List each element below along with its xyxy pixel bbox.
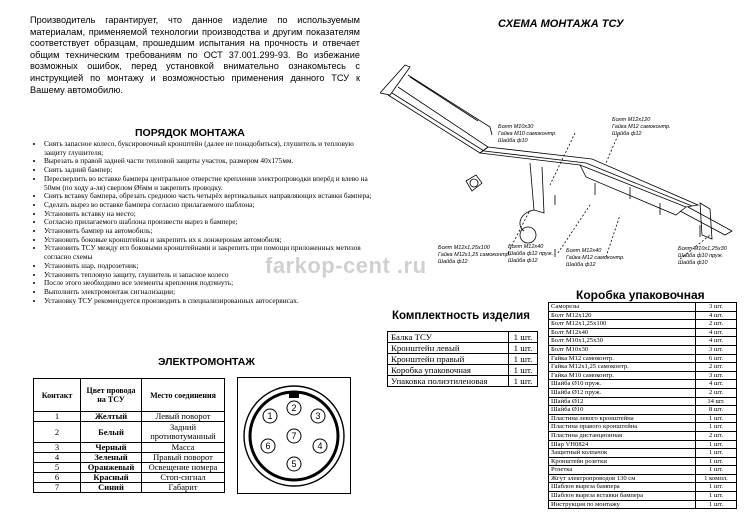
item-qty: 3 шт. — [696, 371, 737, 380]
table-row — [549, 474, 737, 483]
table-row — [549, 354, 737, 363]
table-row: Коробка упаковочная 1 шт. — [388, 365, 538, 376]
table-row — [549, 388, 737, 397]
header-wire-color: Цвет провода на ТСУ — [81, 379, 142, 412]
step-item: • После этого необходимо все элементы крепления подтянуть; — [44, 279, 376, 288]
svg-text:Шайба ф10: Шайба ф10 — [678, 260, 708, 266]
label-bolt-m12x40-b: Болт М12х40 — [566, 248, 602, 254]
label-bolt-m10x30: Болт М10х30 — [498, 124, 534, 130]
socket-pinout-diagram — [237, 377, 351, 494]
item-qty: 1 шт. — [696, 483, 737, 492]
watermark: farkop-cent .ru — [265, 253, 427, 278]
svg-text:Шайба ф10 пруж.: Шайба ф10 пруж. — [678, 253, 724, 259]
table-row — [549, 397, 737, 406]
table-row — [549, 311, 737, 320]
header-contact: Контакт — [34, 379, 81, 412]
table-row: 4 Зеленый Правый поворот — [34, 453, 225, 463]
item-name: Шайба Ø10 пруж. — [549, 380, 696, 389]
mounting-diagram — [380, 35, 745, 280]
wiring-table — [33, 378, 225, 493]
table-row — [549, 431, 737, 440]
item-qty: 1 компл. — [696, 474, 737, 483]
table-row: Кронштейн левый 1 шт. — [388, 343, 538, 354]
svg-text:Шайба ф12: Шайба ф12 — [508, 258, 538, 264]
table-row: Кронштейн правый 1 шт. — [388, 354, 538, 365]
item-qty: 1 шт. — [696, 500, 737, 509]
label-bolt-m12x125x100: Болт М12х1,25х100 — [438, 245, 490, 251]
step-item: • Установить тепловую защиту, глушитель и запасное колесо — [44, 271, 376, 280]
table-row — [549, 320, 737, 329]
item-qty: 6 шт. — [696, 354, 737, 363]
table-row — [549, 449, 737, 458]
svg-text:Шайба ф12 пруж.: Шайба ф12 пруж. — [508, 251, 554, 257]
step-item: • Установить вставку на место; — [44, 210, 376, 219]
svg-text:Шайба ф10: Шайба ф10 — [498, 138, 528, 144]
item-name: Жгут электропроводов 130 см — [549, 474, 696, 483]
table-row — [549, 423, 737, 432]
item-qty: 2 шт. — [696, 388, 737, 397]
step-item: • Пересверлить во вставке бампера центральное отверстие крепления электропроводки вперёд и влево на 50мм (по ходу а-ля) сверлом Ø6мм и закрепить проводку. — [44, 175, 376, 192]
svg-text:Шайба ф12: Шайба ф12 — [612, 131, 642, 137]
table-row — [549, 492, 737, 501]
step-item: • Вырезать в правой задней части тепловой защиты участок, размером 40х175мм. — [44, 157, 376, 166]
kit-table — [387, 331, 538, 387]
label-bolt-m12x40-a: Болт М12х40 — [508, 244, 544, 250]
main-beam — [480, 147, 698, 207]
table-row: Балка ТСУ 1 шт. — [388, 332, 538, 343]
left-side-rail — [388, 87, 488, 153]
item-name: Болт М12х1,25х100 — [549, 320, 696, 329]
step-item: • Установку ТСУ рекомендуется производить в специализированных автосервисах. — [44, 297, 376, 306]
table-row: Упаковка полиэтиленовая 1 шт. — [388, 376, 538, 387]
item-name: Пластина дистанционная — [549, 431, 696, 440]
item-name: Шайба Ø12 — [549, 397, 696, 406]
item-name: Болт М12х120 — [549, 311, 696, 320]
item-name: Гайка М10 самоконтр. — [549, 371, 696, 380]
item-name: Защитный колпачок — [549, 449, 696, 458]
item-name: Кронштейн розетки — [549, 457, 696, 466]
hitch-arm — [530, 163, 544, 213]
item-qty: 2 шт. — [696, 363, 737, 372]
svg-text:Шайба ф12: Шайба ф12 — [438, 259, 468, 265]
item-qty: 3 шт. — [696, 303, 737, 312]
item-name: Шар VH0824 — [549, 440, 696, 449]
box-contents-title: Коробка упаковочная — [576, 288, 705, 302]
item-name: Розетка — [549, 466, 696, 475]
item-qty: 1 шт. — [696, 440, 737, 449]
kit-title: Комплектность изделия — [392, 310, 530, 322]
table-row — [549, 371, 737, 380]
item-qty: 3 шт. — [696, 345, 737, 354]
table-row — [549, 500, 737, 509]
table-row — [549, 406, 737, 415]
table-row — [549, 328, 737, 337]
table-row — [549, 457, 737, 466]
svg-text:Гайка М12 самоконтр.: Гайка М12 самоконтр. — [612, 124, 671, 130]
svg-text:Гайка М10 самоконтр.: Гайка М10 самоконтр. — [498, 131, 557, 137]
table-row: 1 Желтый Левый поворот — [34, 412, 225, 422]
item-qty: 4 шт. — [696, 380, 737, 389]
item-name: Гайка М12х1,25 самоконтр. — [549, 363, 696, 372]
pin-7: 7 — [291, 431, 297, 441]
item-qty: 2 шт. — [696, 431, 737, 440]
table-row — [549, 363, 737, 372]
table-row — [549, 466, 737, 475]
svg-text:Гайка М12 самоконтр.: Гайка М12 самоконтр. — [566, 255, 625, 261]
table-row: 3 Черный Масса — [34, 443, 225, 453]
step-item: • Снять задний бампер; — [44, 166, 376, 175]
table-row — [549, 337, 737, 346]
item-qty: 1 шт. — [696, 457, 737, 466]
item-qty: 1 шт. — [696, 414, 737, 423]
table-row: 6 Красный Стоп-сигнал — [34, 473, 225, 483]
right-bracket — [680, 207, 732, 235]
scheme-title: СХЕМА МОНТАЖА ТСУ — [498, 18, 624, 30]
item-qty: 2 шт. — [696, 320, 737, 329]
item-name: Шаблон выреза бампера — [549, 483, 696, 492]
pin-1: 1 — [267, 411, 273, 421]
table-row — [549, 414, 737, 423]
item-qty: 8 шт. — [696, 406, 737, 415]
item-qty: 1 шт. — [696, 492, 737, 501]
svg-text:Гайка М12х1,25 самоконтр.: Гайка М12х1,25 самоконтр. — [438, 252, 511, 258]
table-row: 5 Оранжевый Освещение номера — [34, 463, 225, 473]
warranty-intro: Производитель гарантирует, что данное изделие по используемым материалам, применяемой технологии производства и другим показателям соответствует образцам, прошедшим испытания на прочность и отвечает общим техническим требованиям по ОСТ 37.001.299-93. Во избежание возможных ошибок, перед установкой внимательно ознакомьтесь с инструкцией по монтажу и возможностью применения данного ТСУ к Вашему автомобилю. — [30, 15, 360, 95]
wiring-header-row — [34, 379, 225, 412]
item-qty: 1 шт. — [696, 466, 737, 475]
item-qty: 4 шт. — [696, 311, 737, 320]
item-name: Пластина левого кронштейна — [549, 414, 696, 423]
pin-5: 5 — [291, 459, 297, 469]
tow-ball — [520, 227, 536, 243]
socket-bracket — [466, 175, 482, 191]
left-bracket-plate — [380, 65, 410, 95]
pin-3: 3 — [315, 411, 321, 421]
item-qty: 4 шт. — [696, 337, 737, 346]
header-connection: Место соединения — [142, 379, 225, 412]
pin-4: 4 — [317, 441, 323, 451]
table-row — [549, 380, 737, 389]
table-row: 7 Синий Габарит — [34, 483, 225, 493]
step-item: • Снять вставку бампера, обрезать среднюю часть четырёх вертикальных направляющих вставки бампера; — [44, 192, 376, 201]
step-item: • Установить шар, подрозетник; — [44, 262, 376, 271]
table-row — [549, 345, 737, 354]
electrical-title: ЭЛЕКТРОМОНТАЖ — [158, 356, 255, 368]
step-item: • Установить ТСУ между его боковыми кронштейнами и закрепить при помощи приложенных метизов согласно схемы — [44, 244, 376, 261]
step-item: • Установить боковые кронштейны и закрепить их к лонжеронам автомобиля; — [44, 236, 376, 245]
item-name: Шайба Ø10 — [549, 406, 696, 415]
item-name: Болт М10х1,25х30 — [549, 337, 696, 346]
step-item: • Выполнить электромонтаж сигнализации; — [44, 288, 376, 297]
label-bolt-m12x120: Болт М12х120 — [612, 117, 651, 123]
step-item: • Согласно прилагаемого шаблона произвести вырез в бампере; — [44, 218, 376, 227]
svg-text:Шайба ф12: Шайба ф12 — [566, 262, 596, 268]
item-name: Инструкция по монтажу — [549, 500, 696, 509]
label-bolt-m10x125x30: Болт М10х1,25х30 — [678, 246, 727, 252]
item-qty: 1 шт. — [696, 423, 737, 432]
table-row — [549, 303, 737, 312]
item-name: Шаблон выреза вставки бампера — [549, 492, 696, 501]
pin-2: 2 — [291, 403, 297, 413]
item-name: Пластина правого кронштейна — [549, 423, 696, 432]
item-name: Болт М10х30 — [549, 345, 696, 354]
item-name: Болт М12х40 — [549, 328, 696, 337]
step-item: • Сделать вырез во вставке бампера согласно прилагаемого шаблона; — [44, 201, 376, 210]
mounting-order-title: ПОРЯДОК МОНТАЖА — [135, 127, 245, 139]
mounting-steps-list — [28, 140, 376, 305]
item-name: Саморезы — [549, 303, 696, 312]
item-qty: 1 шт. — [696, 449, 737, 458]
pin-6: 6 — [265, 441, 271, 451]
box-contents-table — [548, 302, 737, 509]
item-name: Шайба Ø12 пруж. — [549, 388, 696, 397]
item-qty: 14 шт. — [696, 397, 737, 406]
item-qty: 4 шт. — [696, 328, 737, 337]
step-item: • Установить бампер на автомобиль; — [44, 227, 376, 236]
table-row — [549, 440, 737, 449]
table-row: 2 Белый Задний противотуманный — [34, 422, 225, 443]
table-row — [549, 483, 737, 492]
item-name: Гайка М12 самоконтр. — [549, 354, 696, 363]
step-item: • Снять запасное колесо, буксировочный кронштейн (далее не понадобиться), глушитель и тепловую защиту глушителя; — [44, 140, 376, 157]
